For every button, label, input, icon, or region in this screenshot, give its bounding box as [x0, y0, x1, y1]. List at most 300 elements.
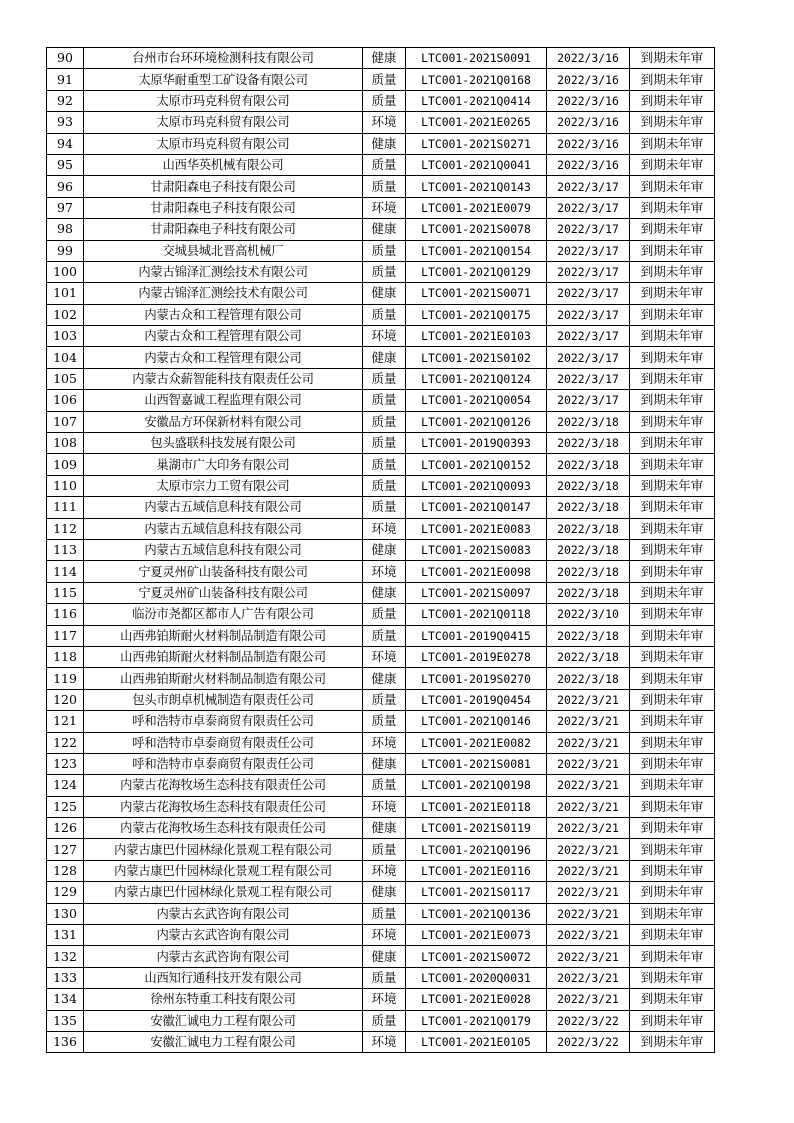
company-name-cell: 内蒙古锦泽汇测绘技术有限公司 [84, 261, 363, 282]
cert-type-cell: 质量 [363, 775, 406, 796]
company-name-cell: 山西智嘉诚工程监理有限公司 [84, 390, 363, 411]
company-name-cell: 呼和浩特市卓泰商贸有限责任公司 [84, 732, 363, 753]
status-cell: 到期未年审 [630, 796, 715, 817]
row-number-cell: 90 [47, 48, 84, 69]
company-name-cell: 巢湖市广大印务有限公司 [84, 454, 363, 475]
status-cell: 到期未年审 [630, 818, 715, 839]
cert-number-cell: LTC001-2021E0073 [406, 925, 547, 946]
expiry-date-cell: 2022/3/16 [547, 154, 630, 175]
status-cell: 到期未年审 [630, 497, 715, 518]
row-number-cell: 130 [47, 903, 84, 924]
table-row [47, 154, 715, 175]
expiry-date-cell: 2022/3/22 [547, 1031, 630, 1052]
row-number-cell: 111 [47, 497, 84, 518]
cert-number-cell: LTC001-2021Q0118 [406, 604, 547, 625]
company-name-cell: 内蒙古花海牧场生态科技有限责任公司 [84, 775, 363, 796]
company-name-cell: 山西知行通科技开发有限公司 [84, 967, 363, 988]
expiry-date-cell: 2022/3/16 [547, 69, 630, 90]
cert-number-cell: LTC001-2019Q0393 [406, 433, 547, 454]
cert-number-cell: LTC001-2019E0278 [406, 646, 547, 667]
row-number-cell: 92 [47, 90, 84, 111]
expiry-date-cell: 2022/3/21 [547, 839, 630, 860]
status-cell: 到期未年审 [630, 261, 715, 282]
company-name-cell: 包头盛联科技发展有限公司 [84, 433, 363, 454]
table-row [47, 582, 715, 603]
expiry-date-cell: 2022/3/21 [547, 818, 630, 839]
table-row [47, 347, 715, 368]
cert-number-cell: LTC001-2019S0270 [406, 668, 547, 689]
cert-number-cell: LTC001-2021E0116 [406, 860, 547, 881]
company-name-cell: 临汾市尧都区都市人广告有限公司 [84, 604, 363, 625]
cert-type-cell: 质量 [363, 368, 406, 389]
cert-number-cell: LTC001-2021E0118 [406, 796, 547, 817]
row-number-cell: 125 [47, 796, 84, 817]
cert-number-cell: LTC001-2021Q0152 [406, 454, 547, 475]
table-row [47, 48, 715, 69]
cert-number-cell: LTC001-2021S0119 [406, 818, 547, 839]
company-name-cell: 山西华英机械有限公司 [84, 154, 363, 175]
cert-number-cell: LTC001-2021Q0124 [406, 368, 547, 389]
status-cell: 到期未年审 [630, 90, 715, 111]
expiry-date-cell: 2022/3/17 [547, 304, 630, 325]
table-row [47, 604, 715, 625]
company-name-cell: 内蒙古花海牧场生态科技有限责任公司 [84, 818, 363, 839]
cert-number-cell: LTC001-2021Q0093 [406, 475, 547, 496]
company-name-cell: 内蒙古玄武咨询有限公司 [84, 946, 363, 967]
status-cell: 到期未年审 [630, 711, 715, 732]
row-number-cell: 122 [47, 732, 84, 753]
expiry-date-cell: 2022/3/17 [547, 261, 630, 282]
company-name-cell: 内蒙古玄武咨询有限公司 [84, 925, 363, 946]
table-row [47, 839, 715, 860]
status-cell: 到期未年审 [630, 347, 715, 368]
company-name-cell: 安徽汇诚电力工程有限公司 [84, 1010, 363, 1031]
cert-type-cell: 质量 [363, 154, 406, 175]
cert-number-cell: LTC001-2021Q0175 [406, 304, 547, 325]
expiry-date-cell: 2022/3/18 [547, 433, 630, 454]
cert-number-cell: LTC001-2021Q0129 [406, 261, 547, 282]
table-row [47, 882, 715, 903]
company-name-cell: 呼和浩特市卓泰商贸有限责任公司 [84, 753, 363, 774]
table-row [47, 176, 715, 197]
row-number-cell: 109 [47, 454, 84, 475]
cert-type-cell: 环境 [363, 646, 406, 667]
expiry-date-cell: 2022/3/21 [547, 967, 630, 988]
company-name-cell: 宁夏灵州矿山装备科技有限公司 [84, 561, 363, 582]
cert-type-cell: 质量 [363, 1010, 406, 1031]
expiry-date-cell: 2022/3/21 [547, 796, 630, 817]
table-row [47, 390, 715, 411]
cert-type-cell: 质量 [363, 411, 406, 432]
cert-number-cell: LTC001-2021S0072 [406, 946, 547, 967]
table-row [47, 433, 715, 454]
expiry-date-cell: 2022/3/18 [547, 411, 630, 432]
company-name-cell: 太原市玛克科贸有限公司 [84, 133, 363, 154]
cert-number-cell: LTC001-2021E0028 [406, 989, 547, 1010]
cert-number-cell: LTC001-2021Q0126 [406, 411, 547, 432]
expiry-date-cell: 2022/3/22 [547, 1010, 630, 1031]
status-cell: 到期未年审 [630, 390, 715, 411]
cert-type-cell: 质量 [363, 304, 406, 325]
status-cell: 到期未年审 [630, 625, 715, 646]
cert-type-cell: 质量 [363, 261, 406, 282]
company-name-cell: 内蒙古众和工程管理有限公司 [84, 347, 363, 368]
expiry-date-cell: 2022/3/18 [547, 582, 630, 603]
status-cell: 到期未年审 [630, 839, 715, 860]
cert-number-cell: LTC001-2021Q0414 [406, 90, 547, 111]
table-row [47, 668, 715, 689]
status-cell: 到期未年审 [630, 433, 715, 454]
company-name-cell: 交城县城北晋高机械厂 [84, 240, 363, 261]
cert-type-cell: 健康 [363, 219, 406, 240]
cert-number-cell: LTC001-2021Q0146 [406, 711, 547, 732]
table-row [47, 1031, 715, 1052]
row-number-cell: 133 [47, 967, 84, 988]
cert-type-cell: 质量 [363, 454, 406, 475]
cert-number-cell: LTC001-2021S0091 [406, 48, 547, 69]
row-number-cell: 134 [47, 989, 84, 1010]
company-name-cell: 内蒙古康巴什园林绿化景观工程有限公司 [84, 839, 363, 860]
table-row [47, 860, 715, 881]
cert-type-cell: 质量 [363, 497, 406, 518]
row-number-cell: 126 [47, 818, 84, 839]
table-row [47, 368, 715, 389]
cert-number-cell: LTC001-2021Q0147 [406, 497, 547, 518]
cert-type-cell: 质量 [363, 433, 406, 454]
expiry-date-cell: 2022/3/21 [547, 882, 630, 903]
status-cell: 到期未年审 [630, 133, 715, 154]
row-number-cell: 127 [47, 839, 84, 860]
expiry-date-cell: 2022/3/21 [547, 689, 630, 710]
row-number-cell: 99 [47, 240, 84, 261]
expiry-date-cell: 2022/3/18 [547, 625, 630, 646]
company-name-cell: 太原市玛克科贸有限公司 [84, 90, 363, 111]
company-name-cell: 内蒙古五域信息科技有限公司 [84, 497, 363, 518]
table-row [47, 475, 715, 496]
expiry-date-cell: 2022/3/17 [547, 390, 630, 411]
table-row [47, 133, 715, 154]
table-row [47, 753, 715, 774]
row-number-cell: 118 [47, 646, 84, 667]
table-row [47, 69, 715, 90]
company-name-cell: 甘肃阳森电子科技有限公司 [84, 219, 363, 240]
expiry-date-cell: 2022/3/18 [547, 497, 630, 518]
status-cell: 到期未年审 [630, 582, 715, 603]
row-number-cell: 106 [47, 390, 84, 411]
company-name-cell: 甘肃阳森电子科技有限公司 [84, 176, 363, 197]
status-cell: 到期未年审 [630, 283, 715, 304]
cert-type-cell: 环境 [363, 732, 406, 753]
cert-type-cell: 环境 [363, 796, 406, 817]
expiry-date-cell: 2022/3/17 [547, 219, 630, 240]
table-row [47, 711, 715, 732]
cert-type-cell: 健康 [363, 347, 406, 368]
cert-type-cell: 质量 [363, 604, 406, 625]
cert-type-cell: 环境 [363, 989, 406, 1010]
cert-number-cell: LTC001-2021E0098 [406, 561, 547, 582]
company-name-cell: 山西弗铂斯耐火材料制品制造有限公司 [84, 625, 363, 646]
cert-number-cell: LTC001-2021S0102 [406, 347, 547, 368]
cert-type-cell: 环境 [363, 1031, 406, 1052]
cert-number-cell: LTC001-2021Q0054 [406, 390, 547, 411]
table-row [47, 497, 715, 518]
company-name-cell: 内蒙古众薪智能科技有限责任公司 [84, 368, 363, 389]
company-name-cell: 内蒙古五域信息科技有限公司 [84, 518, 363, 539]
certificate-table-body [47, 48, 715, 1053]
table-row [47, 967, 715, 988]
table-row [47, 796, 715, 817]
status-cell: 到期未年审 [630, 989, 715, 1010]
table-row [47, 925, 715, 946]
row-number-cell: 100 [47, 261, 84, 282]
table-row [47, 689, 715, 710]
row-number-cell: 97 [47, 197, 84, 218]
table-row [47, 732, 715, 753]
status-cell: 到期未年审 [630, 1031, 715, 1052]
cert-number-cell: LTC001-2019Q0454 [406, 689, 547, 710]
cert-type-cell: 健康 [363, 818, 406, 839]
row-number-cell: 124 [47, 775, 84, 796]
row-number-cell: 98 [47, 219, 84, 240]
cert-number-cell: LTC001-2021E0105 [406, 1031, 547, 1052]
cert-type-cell: 健康 [363, 539, 406, 560]
table-row [47, 197, 715, 218]
status-cell: 到期未年审 [630, 689, 715, 710]
row-number-cell: 121 [47, 711, 84, 732]
expiry-date-cell: 2022/3/18 [547, 668, 630, 689]
cert-number-cell: LTC001-2021S0097 [406, 582, 547, 603]
status-cell: 到期未年审 [630, 925, 715, 946]
company-name-cell: 包头市朗卓机械制造有限责任公司 [84, 689, 363, 710]
cert-number-cell: LTC001-2021E0265 [406, 112, 547, 133]
row-number-cell: 107 [47, 411, 84, 432]
cert-type-cell: 环境 [363, 860, 406, 881]
row-number-cell: 96 [47, 176, 84, 197]
table-row [47, 411, 715, 432]
row-number-cell: 120 [47, 689, 84, 710]
expiry-date-cell: 2022/3/21 [547, 925, 630, 946]
cert-type-cell: 质量 [363, 475, 406, 496]
status-cell: 到期未年审 [630, 775, 715, 796]
row-number-cell: 131 [47, 925, 84, 946]
expiry-date-cell: 2022/3/16 [547, 48, 630, 69]
company-name-cell: 内蒙古玄武咨询有限公司 [84, 903, 363, 924]
table-row [47, 1010, 715, 1031]
row-number-cell: 108 [47, 433, 84, 454]
row-number-cell: 110 [47, 475, 84, 496]
status-cell: 到期未年审 [630, 69, 715, 90]
table-row [47, 454, 715, 475]
status-cell: 到期未年审 [630, 326, 715, 347]
company-name-cell: 台州市台环环境检测科技有限公司 [84, 48, 363, 69]
row-number-cell: 91 [47, 69, 84, 90]
table-row [47, 561, 715, 582]
expiry-date-cell: 2022/3/21 [547, 860, 630, 881]
row-number-cell: 93 [47, 112, 84, 133]
row-number-cell: 132 [47, 946, 84, 967]
status-cell: 到期未年审 [630, 197, 715, 218]
cert-type-cell: 质量 [363, 839, 406, 860]
status-cell: 到期未年审 [630, 732, 715, 753]
table-row [47, 775, 715, 796]
status-cell: 到期未年审 [630, 946, 715, 967]
expiry-date-cell: 2022/3/21 [547, 732, 630, 753]
expiry-date-cell: 2022/3/21 [547, 753, 630, 774]
status-cell: 到期未年审 [630, 753, 715, 774]
table-row [47, 304, 715, 325]
status-cell: 到期未年审 [630, 411, 715, 432]
expiry-date-cell: 2022/3/18 [547, 539, 630, 560]
cert-type-cell: 质量 [363, 689, 406, 710]
cert-type-cell: 健康 [363, 582, 406, 603]
table-row [47, 646, 715, 667]
table-row [47, 518, 715, 539]
cert-type-cell: 质量 [363, 711, 406, 732]
status-cell: 到期未年审 [630, 882, 715, 903]
expiry-date-cell: 2022/3/17 [547, 197, 630, 218]
cert-type-cell: 环境 [363, 561, 406, 582]
cert-number-cell: LTC001-2021S0271 [406, 133, 547, 154]
status-cell: 到期未年审 [630, 304, 715, 325]
row-number-cell: 94 [47, 133, 84, 154]
status-cell: 到期未年审 [630, 668, 715, 689]
cert-number-cell: LTC001-2021S0081 [406, 753, 547, 774]
company-name-cell: 内蒙古康巴什园林绿化景观工程有限公司 [84, 882, 363, 903]
expiry-date-cell: 2022/3/18 [547, 646, 630, 667]
table-row [47, 946, 715, 967]
cert-number-cell: LTC001-2021S0078 [406, 219, 547, 240]
cert-type-cell: 健康 [363, 753, 406, 774]
status-cell: 到期未年审 [630, 154, 715, 175]
cert-number-cell: LTC001-2021Q0154 [406, 240, 547, 261]
table-row [47, 818, 715, 839]
status-cell: 到期未年审 [630, 539, 715, 560]
row-number-cell: 115 [47, 582, 84, 603]
cert-type-cell: 健康 [363, 133, 406, 154]
company-name-cell: 太原华耐重型工矿设备有限公司 [84, 69, 363, 90]
cert-number-cell: LTC001-2021S0083 [406, 539, 547, 560]
status-cell: 到期未年审 [630, 176, 715, 197]
table-row [47, 989, 715, 1010]
row-number-cell: 135 [47, 1010, 84, 1031]
cert-type-cell: 环境 [363, 112, 406, 133]
expiry-date-cell: 2022/3/21 [547, 711, 630, 732]
status-cell: 到期未年审 [630, 903, 715, 924]
cert-type-cell: 健康 [363, 283, 406, 304]
row-number-cell: 123 [47, 753, 84, 774]
cert-type-cell: 质量 [363, 90, 406, 111]
cert-type-cell: 环境 [363, 326, 406, 347]
company-name-cell: 内蒙古众和工程管理有限公司 [84, 304, 363, 325]
row-number-cell: 95 [47, 154, 84, 175]
expiry-date-cell: 2022/3/21 [547, 903, 630, 924]
company-name-cell: 内蒙古锦泽汇测绘技术有限公司 [84, 283, 363, 304]
table-row [47, 625, 715, 646]
company-name-cell: 太原市玛克科贸有限公司 [84, 112, 363, 133]
status-cell: 到期未年审 [630, 240, 715, 261]
status-cell: 到期未年审 [630, 604, 715, 625]
cert-number-cell: LTC001-2019Q0415 [406, 625, 547, 646]
company-name-cell: 安徽汇诚电力工程有限公司 [84, 1031, 363, 1052]
status-cell: 到期未年审 [630, 1010, 715, 1031]
expiry-date-cell: 2022/3/16 [547, 112, 630, 133]
row-number-cell: 114 [47, 561, 84, 582]
cert-number-cell: LTC001-2021Q0136 [406, 903, 547, 924]
expiry-date-cell: 2022/3/17 [547, 240, 630, 261]
expiry-date-cell: 2022/3/16 [547, 133, 630, 154]
status-cell: 到期未年审 [630, 518, 715, 539]
table-row [47, 326, 715, 347]
row-number-cell: 113 [47, 539, 84, 560]
cert-type-cell: 健康 [363, 668, 406, 689]
company-name-cell: 呼和浩特市卓泰商贸有限责任公司 [84, 711, 363, 732]
expiry-date-cell: 2022/3/17 [547, 347, 630, 368]
cert-number-cell: LTC001-2020Q0031 [406, 967, 547, 988]
table-row [47, 219, 715, 240]
expiry-date-cell: 2022/3/16 [547, 90, 630, 111]
company-name-cell: 内蒙古五域信息科技有限公司 [84, 539, 363, 560]
status-cell: 到期未年审 [630, 646, 715, 667]
cert-number-cell: LTC001-2021Q0041 [406, 154, 547, 175]
cert-type-cell: 质量 [363, 903, 406, 924]
cert-type-cell: 质量 [363, 240, 406, 261]
row-number-cell: 128 [47, 860, 84, 881]
expiry-date-cell: 2022/3/17 [547, 283, 630, 304]
cert-type-cell: 质量 [363, 69, 406, 90]
cert-type-cell: 环境 [363, 518, 406, 539]
status-cell: 到期未年审 [630, 967, 715, 988]
cert-number-cell: LTC001-2021E0083 [406, 518, 547, 539]
cert-type-cell: 健康 [363, 48, 406, 69]
cert-type-cell: 质量 [363, 967, 406, 988]
status-cell: 到期未年审 [630, 454, 715, 475]
company-name-cell: 内蒙古众和工程管理有限公司 [84, 326, 363, 347]
status-cell: 到期未年审 [630, 112, 715, 133]
table-row [47, 112, 715, 133]
expiry-date-cell: 2022/3/18 [547, 475, 630, 496]
row-number-cell: 104 [47, 347, 84, 368]
cert-type-cell: 质量 [363, 625, 406, 646]
status-cell: 到期未年审 [630, 561, 715, 582]
cert-number-cell: LTC001-2021S0071 [406, 283, 547, 304]
expiry-date-cell: 2022/3/10 [547, 604, 630, 625]
cert-number-cell: LTC001-2021E0082 [406, 732, 547, 753]
cert-type-cell: 健康 [363, 946, 406, 967]
company-name-cell: 徐州东特重工科技有限公司 [84, 989, 363, 1010]
table-row [47, 240, 715, 261]
company-name-cell: 宁夏灵州矿山装备科技有限公司 [84, 582, 363, 603]
row-number-cell: 117 [47, 625, 84, 646]
expiry-date-cell: 2022/3/17 [547, 326, 630, 347]
cert-number-cell: LTC001-2021E0079 [406, 197, 547, 218]
expiry-date-cell: 2022/3/21 [547, 989, 630, 1010]
company-name-cell: 内蒙古花海牧场生态科技有限责任公司 [84, 796, 363, 817]
row-number-cell: 112 [47, 518, 84, 539]
cert-type-cell: 健康 [363, 882, 406, 903]
expiry-date-cell: 2022/3/21 [547, 775, 630, 796]
cert-type-cell: 环境 [363, 925, 406, 946]
table-row [47, 283, 715, 304]
status-cell: 到期未年审 [630, 475, 715, 496]
expiry-date-cell: 2022/3/18 [547, 518, 630, 539]
cert-number-cell: LTC001-2021E0103 [406, 326, 547, 347]
cert-number-cell: LTC001-2021Q0179 [406, 1010, 547, 1031]
cert-number-cell: LTC001-2021Q0198 [406, 775, 547, 796]
cert-number-cell: LTC001-2021Q0168 [406, 69, 547, 90]
cert-number-cell: LTC001-2021Q0143 [406, 176, 547, 197]
cert-type-cell: 质量 [363, 176, 406, 197]
company-name-cell: 安徽品方环保新材料有限公司 [84, 411, 363, 432]
